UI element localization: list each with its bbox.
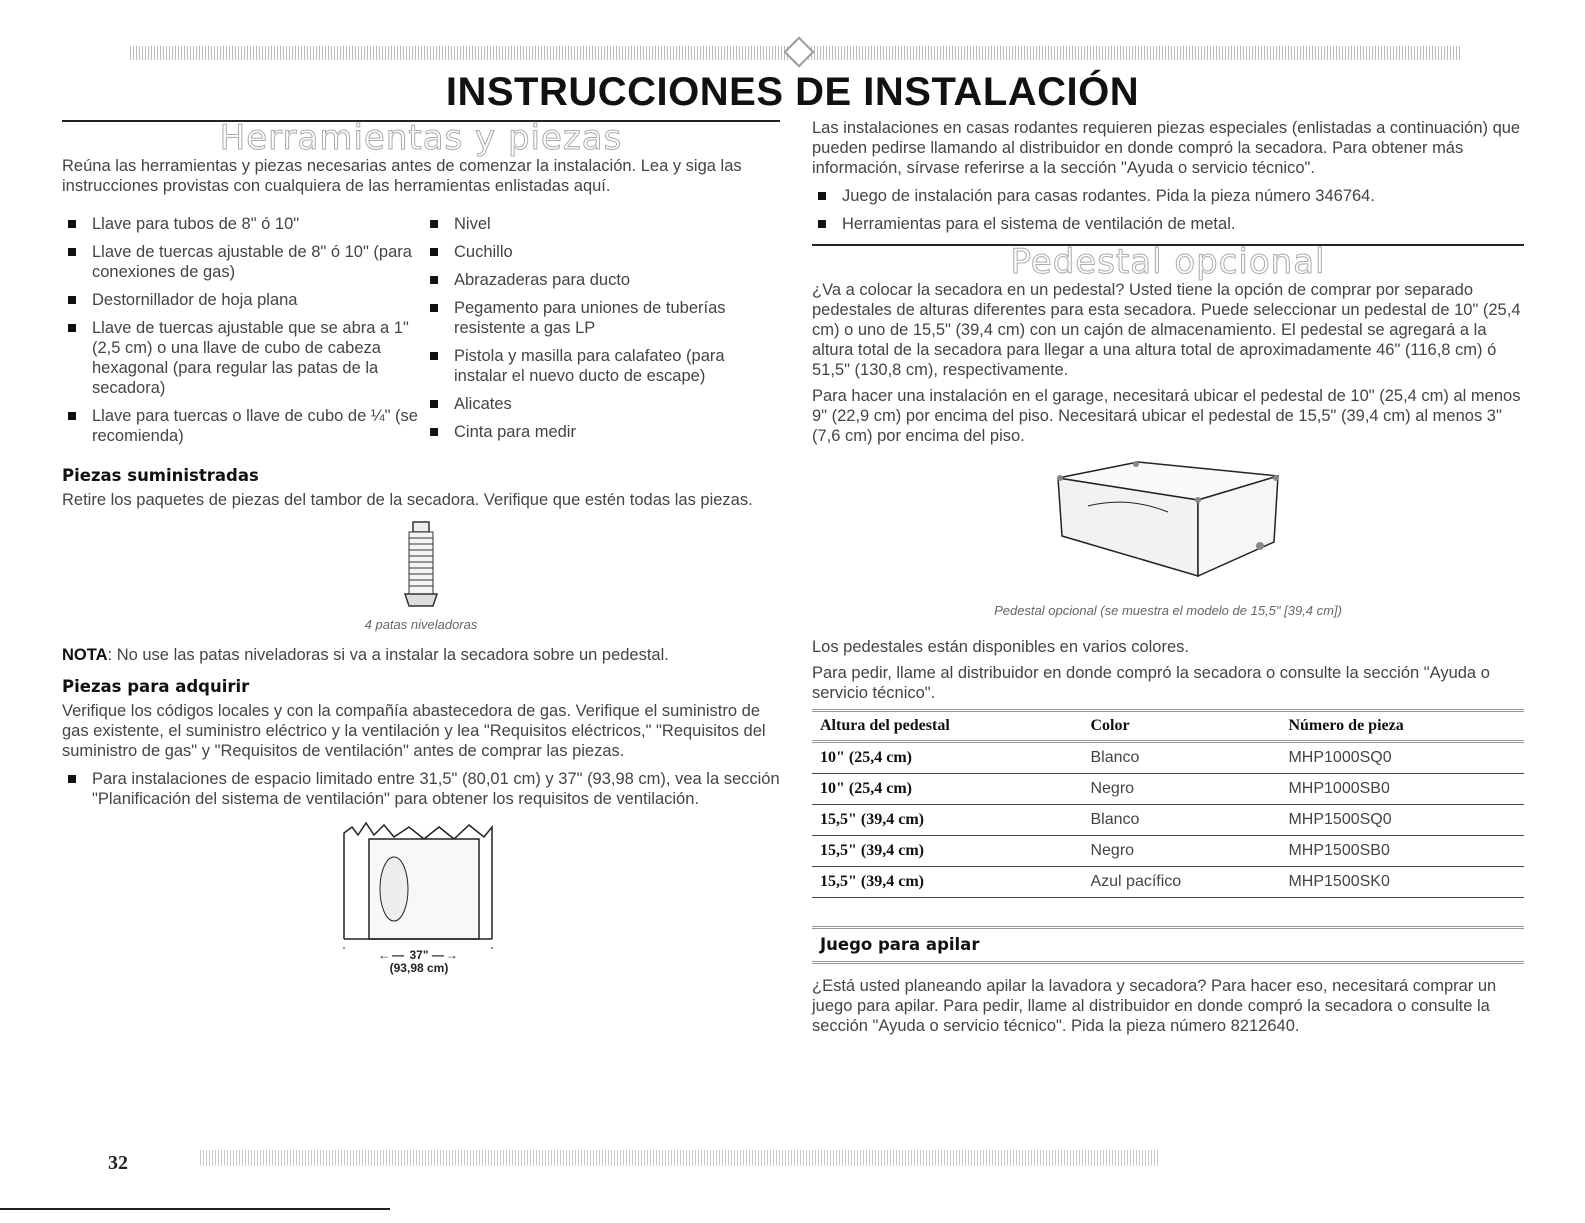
table-cell: 15,5" (39,4 cm) bbox=[812, 836, 1082, 867]
diamond-ornament bbox=[783, 36, 814, 67]
list-item: Para instalaciones de espacio limitado entre 31,5" (80,01 cm) y 37" (93,98 cm), vea la sección "Planificación del sistema de ventilación" para obtener los requisitos de ventilación. bbox=[62, 769, 780, 809]
supplied-heading: Piezas suministradas bbox=[62, 466, 259, 485]
list-item: Llave de tuercas ajustable que se abra a 1" (2,5 cm) o una llave de cubo de cabeza hexagonal (para regular las patas de la secadora) bbox=[62, 318, 422, 398]
list-item: Nivel bbox=[424, 214, 754, 234]
page-title: INSTRUCCIONES DE INSTALACIÓN bbox=[445, 70, 1140, 114]
list-item: Cuchillo bbox=[424, 242, 754, 262]
table-cell: MHP1500SB0 bbox=[1280, 836, 1524, 867]
nota bbox=[62, 645, 780, 665]
tools-list-b bbox=[424, 214, 754, 454]
table-row bbox=[812, 774, 1524, 805]
page-number: 32 bbox=[108, 1152, 128, 1174]
table-cell: Negro bbox=[1082, 836, 1280, 867]
table-cell: 15,5" (39,4 cm) bbox=[812, 867, 1082, 898]
table-cell: MHP1500SK0 bbox=[1280, 867, 1524, 898]
table-row bbox=[812, 742, 1524, 774]
bottom-decorative-band bbox=[200, 1150, 1160, 1166]
feet-caption: 4 patas niveladoras bbox=[364, 617, 478, 632]
leveling-foot-icon bbox=[401, 520, 441, 610]
nota-text: : No use las patas niveladoras si va a instalar la secadora sobre un pedestal. bbox=[107, 646, 669, 664]
table-row bbox=[812, 836, 1524, 867]
pedestal-p3: Los pedestales están disponibles en varios colores. bbox=[812, 638, 1189, 656]
buy-list bbox=[62, 769, 780, 809]
stack-heading-box bbox=[812, 926, 1524, 964]
table-header: Color bbox=[1082, 711, 1280, 742]
table-cell: Blanco bbox=[1082, 805, 1280, 836]
mobile-list bbox=[812, 186, 1524, 234]
buy-heading: Piezas para adquirir bbox=[62, 677, 250, 696]
list-item: Juego de instalación para casas rodantes. Pida la pieza número 346764. bbox=[812, 186, 1524, 206]
dimension-label bbox=[344, 949, 494, 975]
right-column bbox=[812, 118, 1524, 1042]
dryer-in-closet-icon bbox=[334, 819, 504, 949]
table-header: Altura del pedestal bbox=[812, 711, 1082, 742]
list-item: Alicates bbox=[424, 394, 754, 414]
supplied-text: Retire los paquetes de piezas del tambor de la secadora. Verifique que estén todas las piezas. bbox=[62, 491, 753, 509]
list-item: Llave para tuercas o llave de cubo de ¼" (se recomienda) bbox=[62, 406, 422, 446]
list-item: Llave para tubos de 8" ó 10" bbox=[62, 214, 422, 234]
space-figure bbox=[62, 819, 780, 975]
table-cell: 15,5" (39,4 cm) bbox=[812, 805, 1082, 836]
table-row bbox=[812, 867, 1524, 898]
pedestal-illustration-icon bbox=[1048, 456, 1288, 596]
tools-lists bbox=[62, 202, 780, 454]
table-cell: Blanco bbox=[1082, 742, 1280, 774]
left-column bbox=[62, 120, 780, 979]
pedestal-caption: Pedestal opcional (se muestra el modelo de 15,5" [39,4 cm]) bbox=[994, 603, 1342, 618]
dim-cm: (93,98 cm) bbox=[389, 961, 449, 975]
list-item: Llave de tuercas ajustable de 8" ó 10" (para conexiones de gas) bbox=[62, 242, 422, 282]
stack-text: ¿Está usted planeando apilar la lavadora y secadora? Para hacer eso, necesitará comprar un juego para apilar. Para pedir, llame al distribuidor en donde compró la secadora o consulte la sección "Ayuda o servicio técnico". Pida la pieza número 8212640. bbox=[812, 977, 1497, 1035]
tools-heading: Herramientas y piezas bbox=[219, 118, 623, 158]
table-cell: MHP1000SB0 bbox=[1280, 774, 1524, 805]
list-item: Cinta para medir bbox=[424, 422, 754, 442]
table-header-row bbox=[812, 711, 1524, 742]
list-item: Pegamento para uniones de tuberías resistente a gas LP bbox=[424, 298, 754, 338]
arrow-right-icon: —→ bbox=[431, 948, 460, 962]
bottom-rule bbox=[0, 1208, 390, 1210]
table-cell: Azul pacífico bbox=[1082, 867, 1280, 898]
table-cell: Negro bbox=[1082, 774, 1280, 805]
leveling-foot-figure bbox=[62, 520, 780, 635]
nota-label: NOTA bbox=[62, 646, 108, 664]
dim-in: 37" bbox=[409, 948, 429, 962]
list-item: Pistola y masilla para calafateo (para instalar el nuevo ducto de escape) bbox=[424, 346, 754, 386]
table-header: Número de pieza bbox=[1280, 711, 1524, 742]
table-cell: 10" (25,4 cm) bbox=[812, 742, 1082, 774]
table-cell: 10" (25,4 cm) bbox=[812, 774, 1082, 805]
pedestal-p2: Para hacer una instalación en el garage, necesitará ubicar el pedestal de 10" (25,4 cm) al menos 9" (22,9 cm) por encima del piso. Necesitará ubicar el pedestal de 15,5" (39,4 cm) al menos 3" (7,6 cm) por encima del piso. bbox=[812, 387, 1521, 445]
tools-intro: Reúna las herramientas y piezas necesarias antes de comenzar la instalación. Lea y siga las instrucciones provistas con cualquiera de las herramientas enlistadas aquí. bbox=[62, 157, 742, 195]
table-cell: MHP1000SQ0 bbox=[1280, 742, 1524, 774]
list-item: Abrazaderas para ducto bbox=[424, 270, 754, 290]
pedestal-table bbox=[812, 709, 1524, 898]
stack-heading: Juego para apilar bbox=[820, 935, 980, 954]
mobile-text: Las instalaciones en casas rodantes requieren piezas especiales (enlistadas a continuación) que pueden pedirse llamando al distribuidor en donde compró la secadora. Para obtener más información, sírvase referirse a la sección "Ayuda o servicio técnico". bbox=[812, 119, 1521, 177]
pedestal-heading: Pedestal opcional bbox=[1010, 242, 1326, 282]
arrow-left-icon: ←— bbox=[378, 948, 407, 962]
list-item: Herramientas para el sistema de ventilación de metal. bbox=[812, 214, 1524, 234]
list-item: Destornillador de hoja plana bbox=[62, 290, 422, 310]
table-row bbox=[812, 805, 1524, 836]
table-cell: MHP1500SQ0 bbox=[1280, 805, 1524, 836]
tools-list-a bbox=[62, 214, 422, 454]
pedestal-p1: ¿Va a colocar la secadora en un pedestal? Usted tiene la opción de comprar por separado pedestales de alturas diferentes para esta secadora. Puede seleccionar un pedestal de 10" (25,4 cm) o uno de 15,5" (39,4 cm) con un cajón de almacenamiento. El pedestal se agregará a la altura total de la secadora para llegar a una altura total de aproximadamente 46" (116,8 cm) ó 51,5" (130,8 cm), respectivamente. bbox=[812, 281, 1521, 379]
pedestal-p4: Para pedir, llame al distribuidor en donde compró la secadora o consulte la sección "Ayuda o servicio técnico". bbox=[812, 664, 1490, 702]
pedestal-figure bbox=[812, 456, 1524, 621]
buy-text: Verifique los códigos locales y con la compañía abastecedora de gas. Verifique el suministro de gas existente, el suministro eléctrico y la ventilación y lea "Requisitos eléctricos," "Requisitos del suministro de gas" y "Requisitos de ventilación" antes de comprar las piezas. bbox=[62, 702, 766, 760]
